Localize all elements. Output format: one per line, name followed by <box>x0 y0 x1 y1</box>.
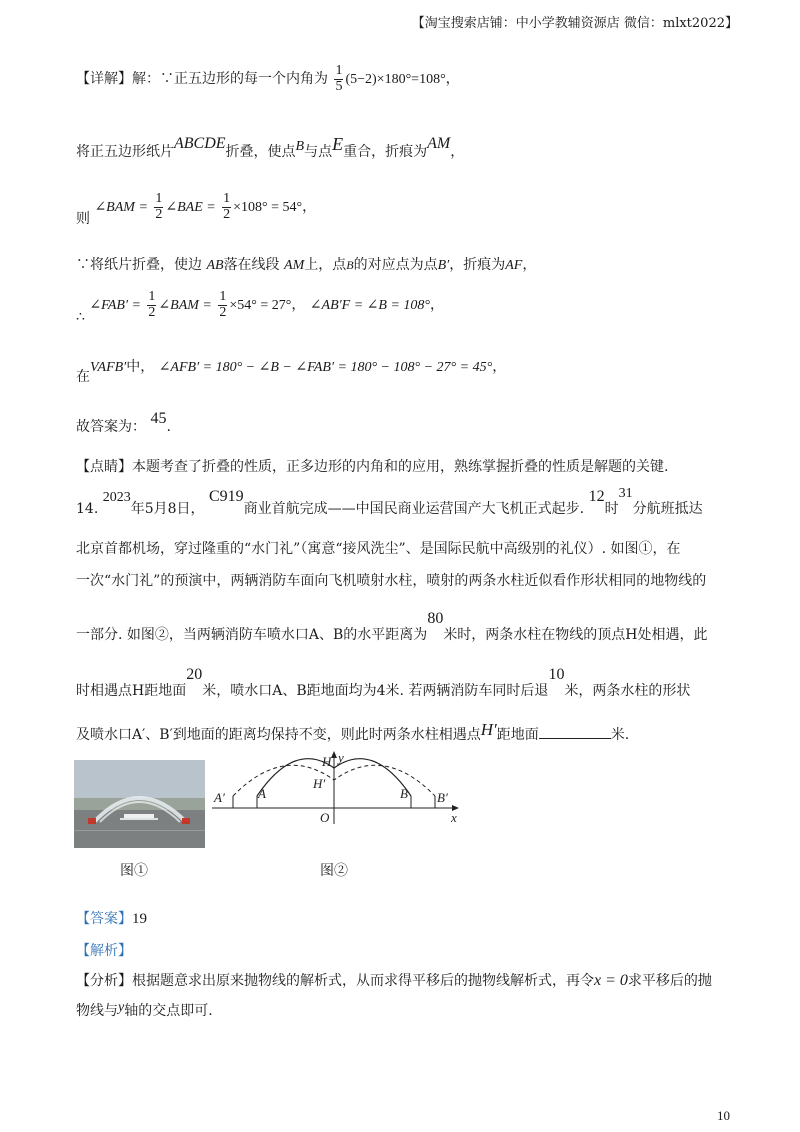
parabola-diagram <box>206 750 466 830</box>
problem-number: 14. <box>76 501 99 517</box>
label-B-prime: B′ <box>437 790 448 805</box>
comment-line: 【点睛】本题考查了折叠的性质，正多边形的内角和的应用，熟练掌握折叠的性质是解题的关键. <box>76 459 669 475</box>
answer-number: 19 <box>132 911 147 927</box>
label-B: B <box>400 786 408 801</box>
answer-blank <box>539 724 611 739</box>
answer-value: 45 <box>150 410 167 427</box>
problem-line-3: 一次“水门礼”的预演中，两辆消防车面向飞机喷射水柱，喷射的两条水柱近似看作形状相同的地物线的 <box>76 573 707 589</box>
y-axis-arrow <box>331 751 337 758</box>
label-H-prime: H′ <box>313 776 326 791</box>
shop-header: 【淘宝搜索店铺：中小学教辅资源店 微信：mlxt2022】 <box>411 16 738 31</box>
problem-line-1: 14. 2023年5月8日， C919商业首航完成——中国民商业运营国产大飞机正式起步. 12时31分航班抵达 <box>76 486 703 517</box>
analysis-line-1: 【分析】根据题意求出原来抛物线的解析式，从而求得平移后的抛物线解析式，再令x = 0求平移后的抛 <box>76 972 712 989</box>
label-x: x <box>451 810 457 825</box>
answer-line <box>76 908 147 928</box>
fraction: $\frac{1}{5}$ <box>335 63 343 94</box>
page-number: 10 <box>717 1108 730 1123</box>
explanation-line-7: 故答案为： 45. <box>76 410 171 435</box>
label-A-prime: A′ <box>214 790 225 805</box>
label-H: H <box>322 754 332 769</box>
explanation-tag: 【详解】 <box>76 71 132 88</box>
explanation-line-2: 将正五边形纸片ABCDE折叠，使点B与点E重合，折痕为AM， <box>76 134 465 160</box>
label-y: y <box>338 750 344 765</box>
label-A: A <box>258 786 266 801</box>
problem-line-4: 一部分. 如图②，当两辆消防车喷水口A、B的水平距离为80米时，两条水柱在物线的顶点H处相遇，此 <box>76 610 708 643</box>
problem-line-5: 时相遇点H距地面20米，喷水口A、B距地面均为4米. 若两辆消防车同时后退10米，两条水柱的形状 <box>76 666 691 699</box>
explanation-line-5: ∴ ∠FAB′ = $\frac{1}{2}$ ∠BAM = $\frac{1}{2}$ ×54° = 27°， ∠AB′F = ∠B = 108°， <box>76 289 445 326</box>
explanation-line-4: ∵将纸片折叠，使边 AB落在线段 AM上，点B的对应点为点B′，折痕为AF， <box>76 257 537 273</box>
water-salute-photo <box>74 760 205 848</box>
explanation-line-6: 在VAFB′中， ∠AFB′ = 180° − ∠B − ∠FAB′ = 180° − 108° − 27° = 45°， <box>76 359 507 385</box>
fenxi-tag: 【分析】 <box>76 973 132 989</box>
explanation-line-3: 则 ∠BAM = $\frac{1}{2}$ ∠BAE = $\frac{1}{2}$ ×108° = 54°， <box>76 191 317 228</box>
problem-line-2: 北京首都机场，穿过隆重的“水门礼”（寓意“接风洗尘”、是国际民航中高级别的礼仪）. 如图①，在 <box>76 541 681 557</box>
figure-1-caption: 图① <box>120 863 148 879</box>
analysis-tag-line <box>76 940 132 960</box>
figure-2-caption: 图② <box>320 863 348 879</box>
problem-line-6: 及喷水口A′、B′到地面的距离均保持不变，则此时两条水柱相遇点H′距地面 米. <box>76 720 630 743</box>
comment-tag: 【点睛】 <box>76 459 132 475</box>
explanation-line-1: 【详解】解：∵正五边形的每一个内角为 $\frac{1}{5}$ (5−2)×180°=108°， <box>76 63 460 94</box>
analysis-tag: 【解析】 <box>76 943 132 959</box>
analysis-line-2: 物线与y轴的交点即可. <box>76 1000 213 1019</box>
answer-tag: 【答案】 <box>76 911 132 927</box>
label-O: O <box>320 810 330 825</box>
